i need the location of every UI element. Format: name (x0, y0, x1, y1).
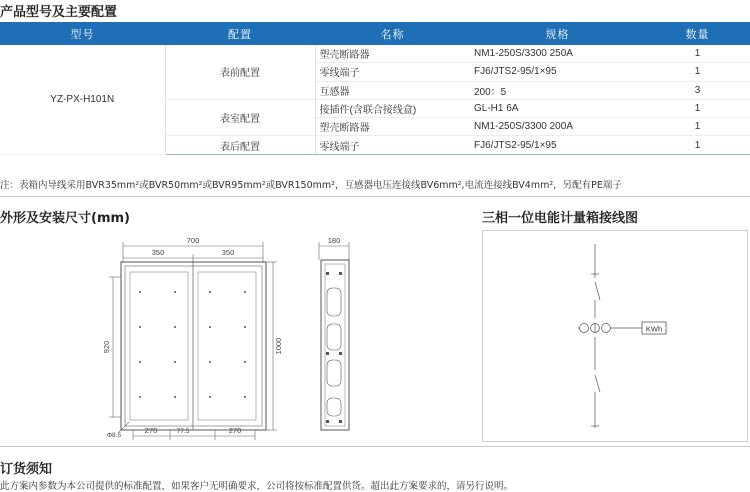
table-header-row (0, 22, 750, 45)
config-group-cell: 表前配置 (165, 45, 315, 99)
spec-cell: 200：5 (470, 81, 645, 99)
qty-cell: 1 (645, 118, 750, 136)
dimensions-title: 外形及安装尺寸(mm) (0, 211, 130, 226)
name-cell: 互感器 (315, 81, 470, 99)
dimension-drawing (95, 232, 365, 442)
header-name: 名称 (315, 22, 470, 45)
spec-table (0, 22, 750, 155)
order-title: 订货须知 (0, 462, 53, 477)
spec-cell: FJ6/JTS2-95/1×95 (470, 63, 645, 81)
header-model: 型号 (0, 22, 165, 45)
divider (0, 196, 750, 197)
dim-hole: Φ8.5 (106, 432, 122, 439)
divider (0, 446, 750, 447)
header-qty: 数量 (645, 22, 750, 45)
table-row (0, 45, 750, 63)
qty-cell: 1 (645, 63, 750, 81)
spec-cell: NM1-250S/3300 200A (470, 118, 645, 136)
header-config: 配置 (165, 22, 315, 45)
page-title: 产品型号及主要配置 (0, 5, 118, 20)
name-cell: 接插件(含联合接线盒) (315, 99, 470, 117)
header-spec: 规格 (470, 22, 645, 45)
config-group-cell: 表后配置 (165, 136, 315, 154)
dim-height-inner: 920 (102, 340, 111, 354)
spec-cell: NM1-250S/3300 250A (470, 45, 645, 63)
dim-width-left: 350 (151, 248, 165, 257)
model-cell: YZ-PX-H101N (0, 45, 165, 154)
dim-height-total: 1000 (274, 337, 283, 355)
qty-cell: 3 (645, 81, 750, 99)
dim-width-total: 700 (186, 236, 200, 245)
dim-bottom-gap: 77.5 (176, 428, 190, 435)
dim-depth: 180 (327, 236, 341, 245)
spec-cell: GL-H1 6A (470, 99, 645, 117)
dim-bottom-left: 270 (144, 426, 158, 435)
wiring-title: 三相一位电能计量箱接线图 (482, 211, 639, 226)
order-text: 此方案内参数为本公司提供的标准配置，如果客户无明确要求，公司将按标准配置供货。超出此方案要求的，请另行说明。 (0, 481, 514, 492)
meter-label: KWh (645, 324, 663, 334)
name-cell: 零线端子 (315, 63, 470, 81)
dim-width-right: 350 (221, 248, 235, 257)
wiring-note: 注：表箱内导线采用BVR35mm²或BVR50mm²或BVR95mm²或BVR150mm²，互感器电压连接线BV6mm²,电流连接线BV4mm²，另配有PE端子 (0, 180, 622, 191)
config-group-cell: 表室配置 (165, 99, 315, 136)
wiring-diagram (482, 230, 748, 442)
qty-cell: 1 (645, 45, 750, 63)
qty-cell: 1 (645, 136, 750, 154)
name-cell: 塑壳断路器 (315, 118, 470, 136)
name-cell: 零线端子 (315, 136, 470, 154)
name-cell: 塑壳断路器 (315, 45, 470, 63)
spec-cell: FJ6/JTS2-95/1×95 (470, 136, 645, 154)
dim-bottom-right: 270 (228, 426, 242, 435)
qty-cell: 1 (645, 99, 750, 117)
